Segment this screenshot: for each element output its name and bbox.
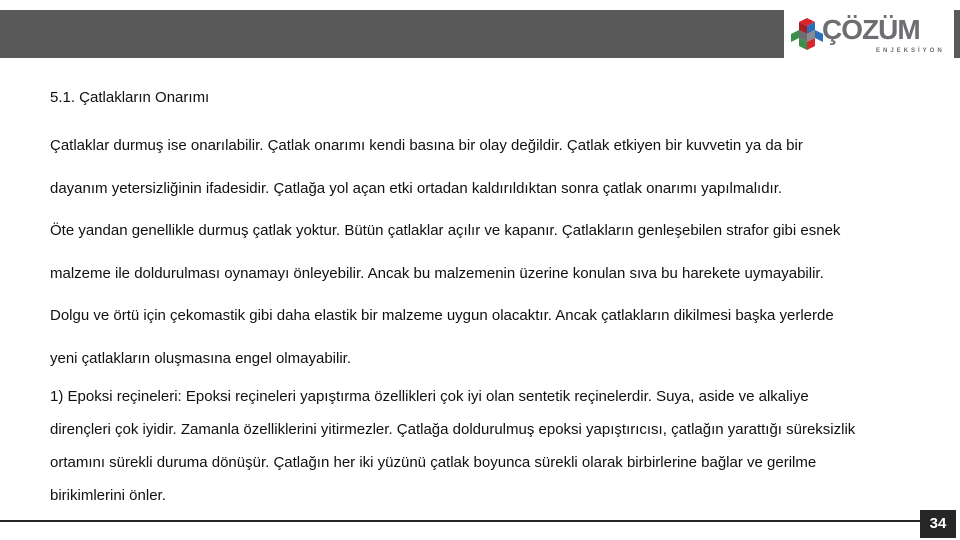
paragraph-line: dayanım yetersizliğinin ifadesidir. Çatlağa yol açan etki ortadan kaldırıldıktan sonra çatlak onarımı yapılmalıdır. (50, 179, 783, 197)
logo-subtext: ENJEKSİYON (876, 48, 945, 54)
header-bar (0, 10, 960, 58)
slide-title: 5.1. Çatlakların Onarımı (50, 89, 210, 106)
paragraph-line: 1) Epoksi reçineleri: Epoksi reçineleri yapıştırma özellikleri çok iyi olan sentetik reçinelerdir. Suya, aside ve alkaliye (50, 388, 809, 405)
paragraph-line: yeni çatlakların oluşmasına engel olmayabilir. (50, 349, 351, 367)
paragraph-line: Dolgu ve örtü için çekomastik gibi daha elastik bir malzeme uygun olacaktır. Ancak çatlakların dikilmesi başka yerlerde (50, 307, 834, 324)
paragraph-line: birikimlerini önler. (50, 487, 166, 504)
logo-text: ÇÖZÜM (822, 14, 920, 45)
slide-content (50, 82, 940, 512)
paragraph-line: Çatlaklar durmuş ise onarılabilir. Çatlak onarımı kendi basına bir olay değildir. Çatlak etkiyen bir kuvvetin ya da bir (50, 137, 803, 154)
paragraph-line: dirençleri çok iyidir. Zamanla özelliklerini yitirmezler. Çatlağa doldurulmuş epoksi yapıştırıcısı, çatlağın yarattığı süreksizlik (50, 421, 856, 438)
paragraph-line: malzeme ile doldurulması oynamayı önleyebilir. Ancak bu malzemenin üzerine konulan sıva bu harekete uymayabilir. (50, 264, 824, 282)
bottom-divider (0, 520, 924, 522)
paragraph-line: ortamını sürekli duruma dönüşür. Çatlağın her iki yüzünü çatlak boyunca sürekli olarak birbirlerine bağlar ve gerilme (50, 454, 817, 471)
logo-cube-icon (790, 18, 824, 52)
company-logo (784, 10, 954, 58)
paragraph-line: Öte yandan genellikle durmuş çatlak yoktur. Bütün çatlaklar açılır ve kapanır. Çatlakların genleşebilen strafor gibi esnek (50, 222, 841, 239)
page-number: 34 (920, 510, 956, 538)
